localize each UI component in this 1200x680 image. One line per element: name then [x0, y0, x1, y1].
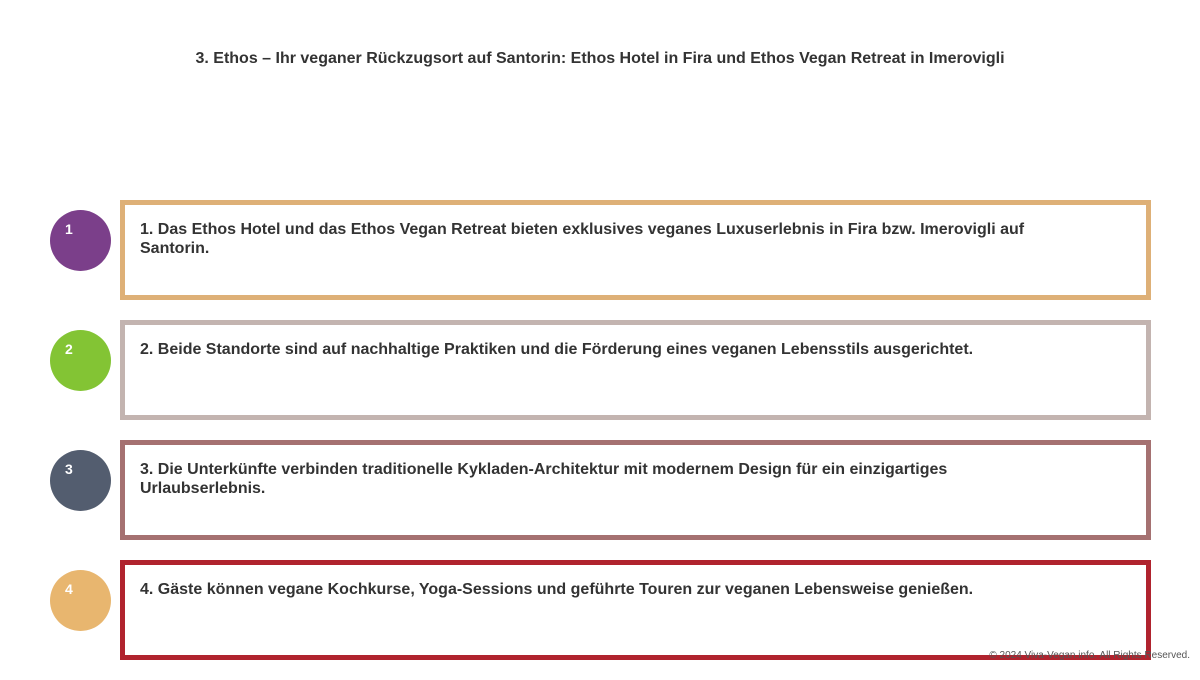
item-text: 1. Das Ethos Hotel und das Ethos Vegan Retreat bieten exklusives veganes Luxuserlebnis in Fira bzw. Imerovigli auf Santorin. — [140, 221, 1025, 257]
number-circle — [50, 210, 111, 271]
list-item — [0, 440, 1200, 540]
text-box — [120, 200, 1151, 300]
number-circle — [50, 450, 111, 511]
item-text: 3. Die Unterkünfte verbinden traditionelle Kykladen-Architektur mit modernem Design für ein einzigartiges Urlaubserlebnis. — [140, 461, 948, 497]
text-box — [120, 440, 1151, 540]
item-text: 2. Beide Standorte sind auf nachhaltige Praktiken und die Förderung eines veganen Lebensstils ausgerichtet. — [140, 341, 974, 358]
item-text: 4. Gäste können vegane Kochkurse, Yoga-Sessions und geführte Touren zur veganen Lebensweise genießen. — [140, 581, 974, 598]
number-label: 1 — [65, 221, 73, 237]
list-item — [0, 320, 1200, 420]
number-label: 2 — [65, 341, 73, 357]
copyright-footer: © 2024 Viva-Vegan.info. All Rights Reserved. — [989, 650, 1190, 661]
text-box — [120, 320, 1151, 420]
text-box — [120, 560, 1151, 660]
number-circle — [50, 330, 111, 391]
number-label: 3 — [65, 461, 73, 477]
number-circle — [50, 570, 111, 631]
list-item — [0, 560, 1200, 660]
list-item — [0, 200, 1200, 300]
page-title: 3. Ethos – Ihr veganer Rückzugsort auf Santorin: Ethos Hotel in Fira und Ethos Vegan Retreat in Imerovigli — [195, 50, 1005, 67]
number-label: 4 — [65, 581, 73, 597]
